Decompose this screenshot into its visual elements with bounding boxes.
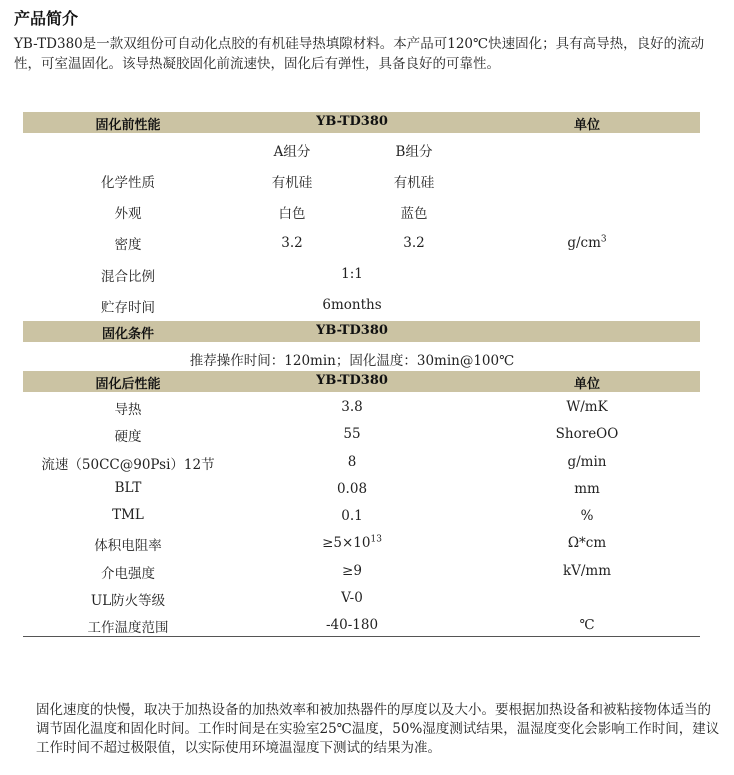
post-row-0-unit: W/mK [566,399,608,415]
pre-row-2-prop: 密度 [114,237,142,253]
post-row-0-prop: 导热 [114,402,142,418]
pre-header-property: 固化前性能 [95,118,161,133]
cure-header [23,321,700,342]
post-row-6-unit: kV/mm [562,563,612,579]
post-row-1-unit: ShoreOO [555,426,619,442]
post-row-2-prop: 流速（50CC@90Psi）12节 [41,457,215,473]
post-header-unit: 单位 [573,377,601,392]
post-row-2-val: 8 [347,454,357,470]
pre-row-0-a: 有机硅 [271,175,313,191]
post-row-3-unit: mm [574,481,600,497]
pre-row-0-prop: 化学性质 [101,175,155,191]
post-row-4-prop: TML [112,507,144,523]
mix-ratio-label: 混合比例 [101,269,155,285]
post-row-3-val: 0.08 [336,481,368,497]
post-row-5-val: $\ge 5\times 10^{13}$ [322,534,382,551]
cure-header-product: YB-TD380 [316,323,388,338]
storage-value: 6months [322,297,382,313]
post-row-1-val: 55 [343,426,361,442]
post-row-7-prop: UL防火等级 [90,593,166,609]
pre-row-2-unit: $g/cm^3$ [567,234,607,251]
post-row-4-val: 0.1 [341,508,363,524]
pre-row-2-a: 3.2 [281,235,303,251]
post-row-3-prop: BLT [114,480,142,496]
cure-header-label: 固化条件 [101,327,155,342]
post-row-6-val: ≥9 [342,563,362,579]
post-row-4-unit: % [580,508,594,524]
post-row-8-unit: ℃ [579,617,595,633]
pre-row-2-b: 3.2 [403,235,425,251]
pre-row-1-b: 蓝色 [400,206,428,222]
intro-paragraph: YB-TD380是一款双组份可自动化点胶的有机硅导热填隙材料。本产品可120℃快速固化；具有高导热，良好的流动性，可室温固化。该导热凝胶固化前流速快，固化后有弹性，具备良好的可靠性。 [14,36,705,72]
pre-header-product: YB-TD380 [316,114,388,129]
mix-ratio-value: 1:1 [341,266,363,282]
component-a-label: A组分 [273,144,311,160]
post-row-6-prop: 介电强度 [101,566,155,582]
table-bottom-rule [23,636,700,637]
storage-label: 贮存时间 [101,300,155,316]
post-row-8-prop: 工作温度范围 [87,620,169,636]
section-title: 产品简介 [14,9,79,28]
post-row-8-val: -40-180 [325,617,379,633]
post-row-2-unit: g/min [567,454,607,470]
pre-header-unit: 单位 [573,118,601,133]
post-row-5-unit: Ω*cm [567,535,607,551]
pre-row-0-b: 有机硅 [393,175,435,191]
post-cure-header [23,371,700,392]
component-b-label: B组分 [395,144,433,160]
pre-row-1-prop: 外观 [114,206,142,222]
post-row-5-prop: 体积电阻率 [94,538,162,554]
cure-conditions-text: 推荐操作时间：120min；固化温度：30min@100℃ [189,353,515,369]
pre-row-1-a: 白色 [278,206,306,222]
post-row-7-val: V-0 [341,590,363,606]
post-row-0-val: 3.8 [341,399,363,415]
pre-cure-header [23,112,700,133]
post-row-1-prop: 硬度 [114,429,142,445]
post-header-property: 固化后性能 [95,377,161,392]
post-header-product: YB-TD380 [316,373,388,388]
footnote-paragraph: 固化速度的快慢，取决于加热设备的加热效率和被加热器件的厚度以及大小。要根据加热设备和被粘接物体适当的调节固化温度和固化时间。工作时间是在实验室25℃温度，50%湿度测试结果，温湿度变化会影响工作时间，建议工作时间不超过极限值，以实际使用环境温湿度下测试的结果为准。 [36,702,720,756]
